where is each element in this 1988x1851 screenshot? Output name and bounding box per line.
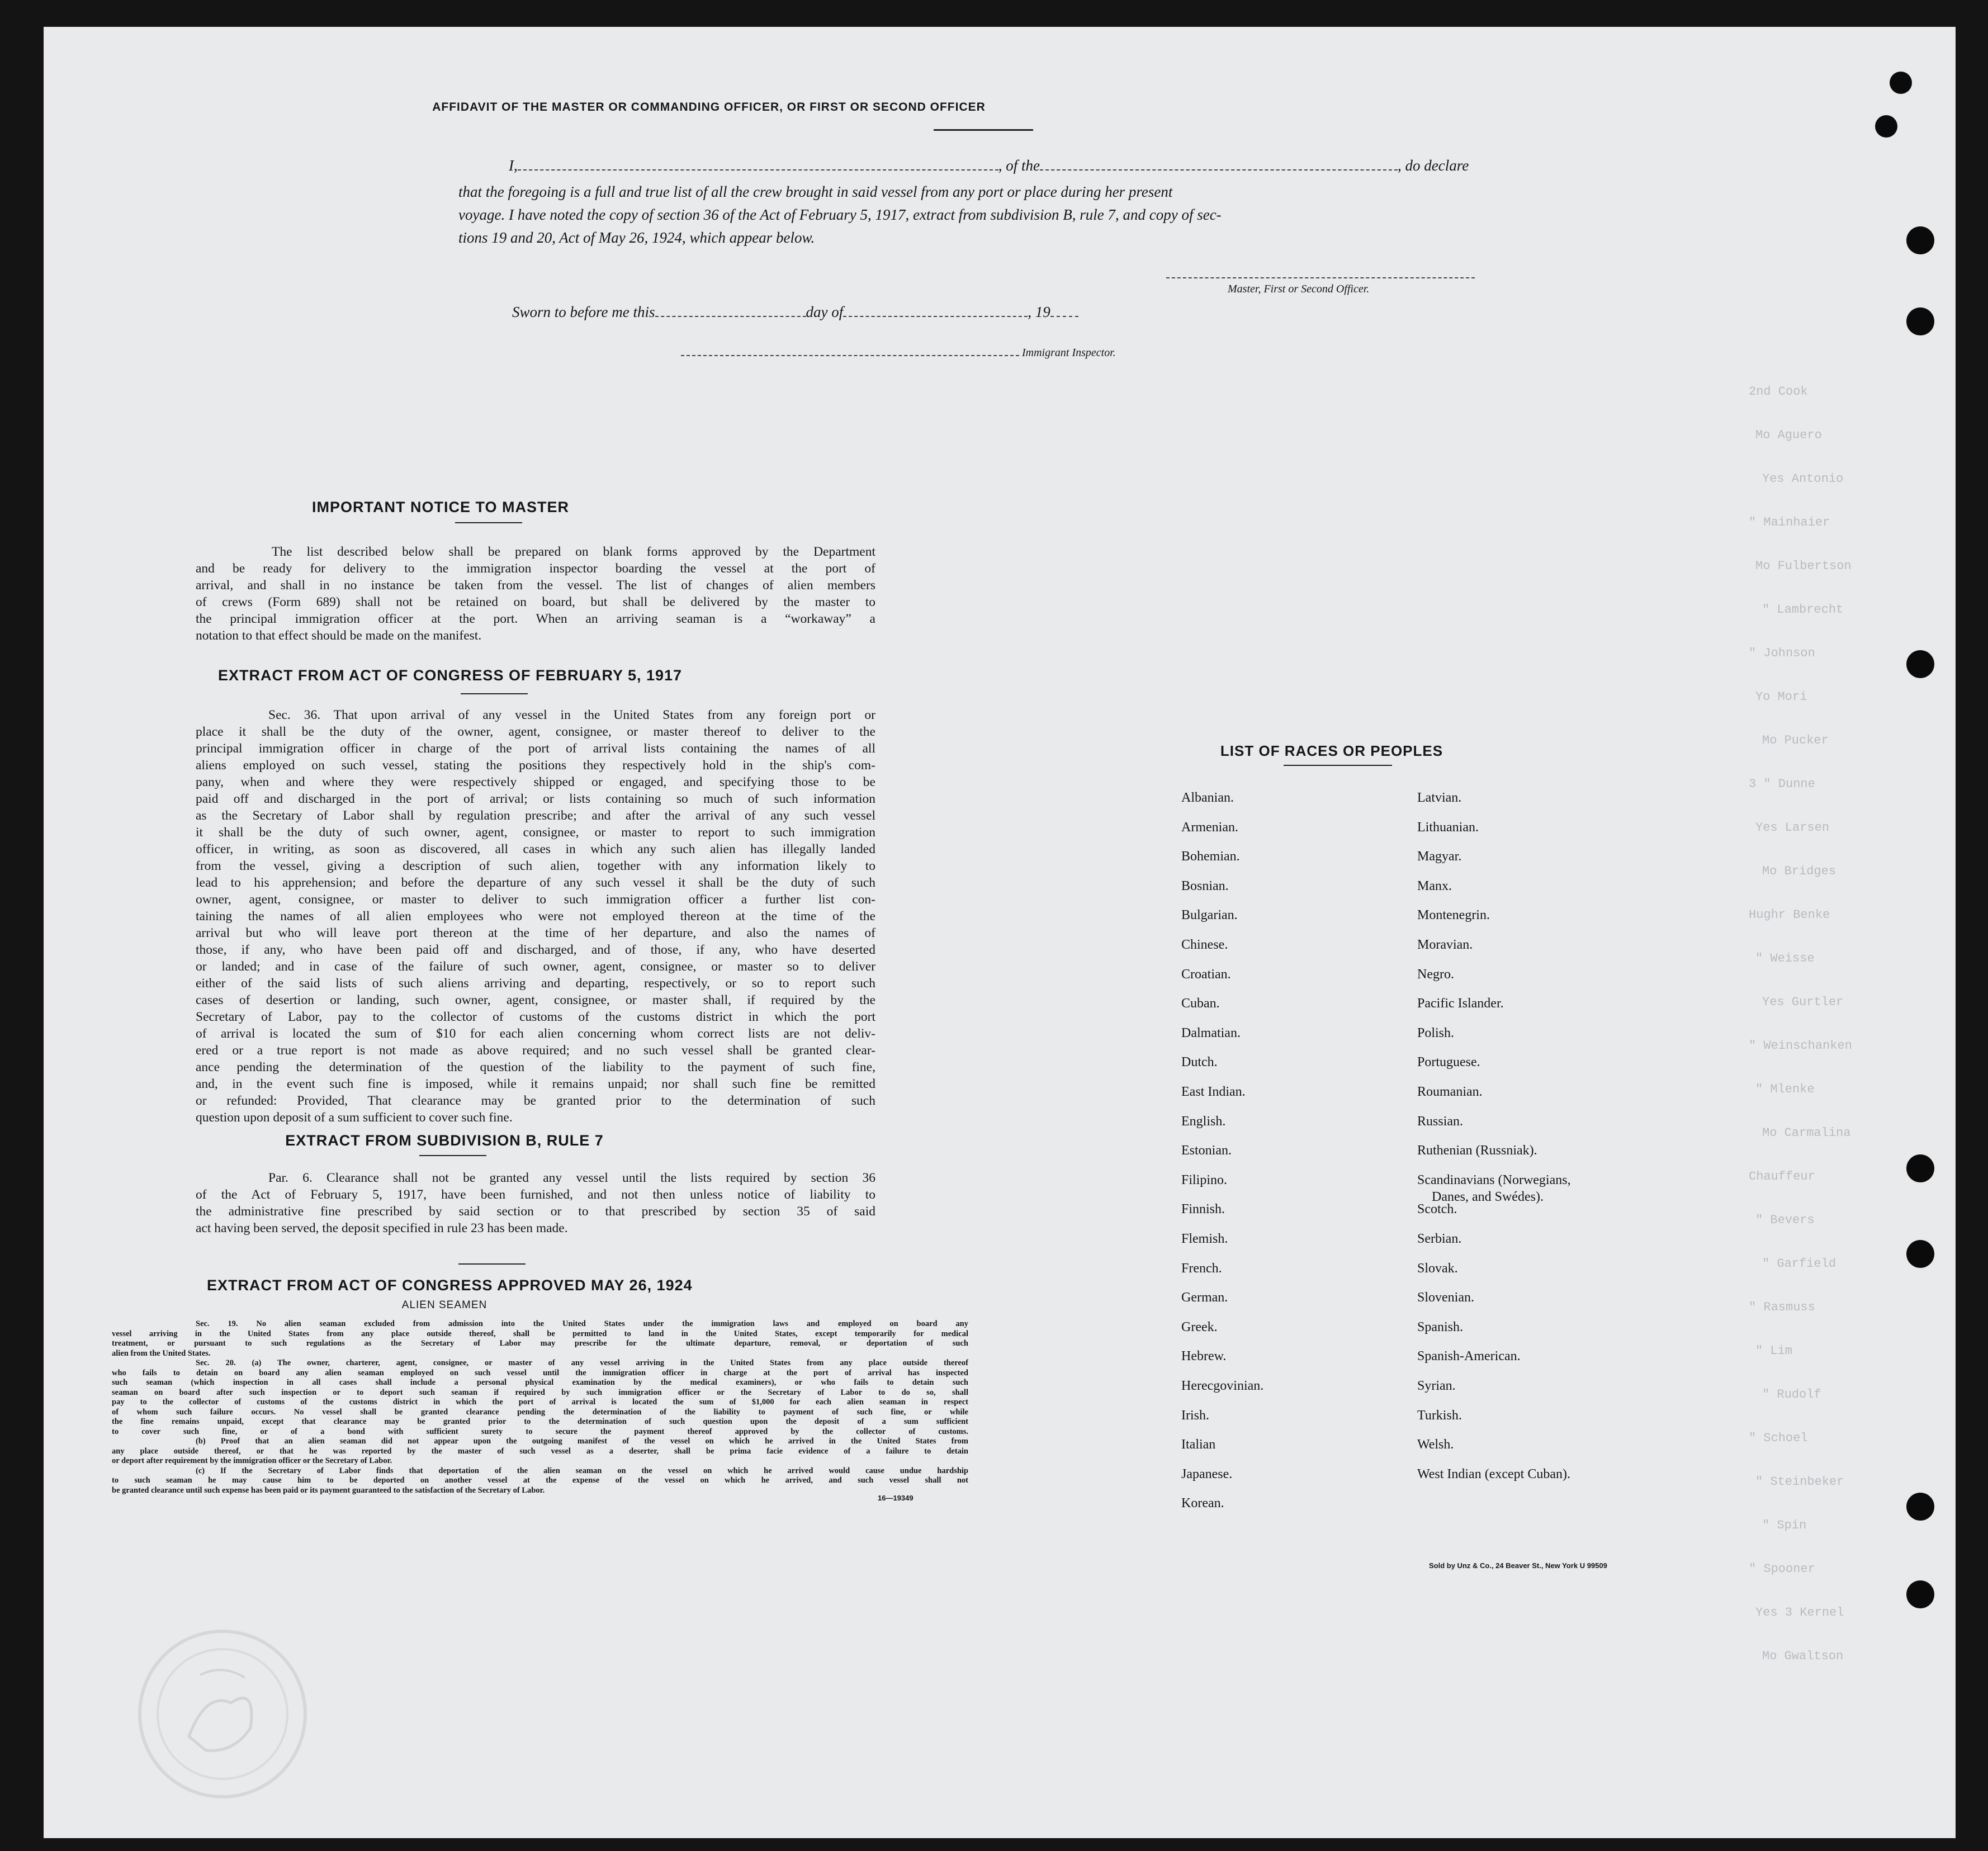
race-item: Armenian. [1181,820,1238,835]
binder-hole [1906,1580,1934,1608]
bleed-through-row: Yes 3 Kernel [1755,1606,1844,1620]
bleed-through-row: " Weinschanken [1749,1039,1852,1053]
notice-rule [455,522,522,523]
bleed-through-row: " Rudolf [1762,1388,1821,1402]
race-item: Welsh. [1417,1437,1454,1452]
declaration-line-3: voyage. I have noted the copy of section 36 of the Act of February 5, 1917, extract from subdivision B, rule 7, and copy of sec- [458,206,1222,223]
bleed-through-row: Mo Pucker [1762,733,1829,747]
binder-hole [1875,115,1897,138]
bleed-through-row: " Mlenke [1755,1082,1815,1096]
extract-rule7-title: EXTRACT FROM SUBDIVISION B, RULE 7 [285,1132,604,1149]
extract-rule7-body [196,1170,875,1237]
text-line: either of the said lists of such aliens arriving and departing, respectively, or so to report such [196,976,875,991]
race-item: Estonian. [1181,1143,1232,1158]
race-item: Pacific Islander. [1417,996,1504,1011]
text-line: to cover such fine, or of a bond with sufficient surety to secure the payment thereof approved by the collector of customs. [112,1427,968,1436]
race-item: Spanish-American. [1417,1349,1521,1364]
bleed-through-row: Mo Bridges [1762,864,1836,878]
text-line: the fine remains unpaid, except that clearance may be granted prior to the determination of such question upon the deposit of a sum sufficient [112,1417,968,1426]
text-line: owner, agent, consignee, or master to deliver to such immigration officer a further list con- [196,892,875,907]
text-line: Sec. 19. No alien seaman excluded from admission into the United States under the immigration laws and employed on board any [196,1319,968,1328]
extract-1924-top-rule [458,1263,526,1265]
inspector-label: Immigrant Inspector. [1022,347,1116,359]
bleed-through-row: Yes Antonio [1762,472,1844,486]
bleed-through-row: Mo Fulbertson [1755,559,1852,573]
bleed-through-row: " Bevers [1755,1213,1815,1227]
bleed-through-row: " Spin [1762,1518,1807,1532]
sworn-line: Sworn to before me this day of , 19 [512,304,1078,321]
text-line: and be ready for delivery to the immigration inspector boarding the vessel at the port of [196,561,875,576]
extract-1917-title: EXTRACT FROM ACT OF CONGRESS OF FEBRUARY 5, 1917 [217,667,683,684]
extract-1917-body [196,707,875,1126]
text-line: (b) Proof that an alien seaman did not appear upon the outgoing manifest of the vessel on which he arrived in the United States from [196,1437,968,1446]
race-item: Roumanian. [1417,1085,1483,1099]
races-title: LIST OF RACES OR PEOPLES [1220,742,1443,759]
bleed-through-row: " Rasmuss [1749,1300,1815,1314]
race-item: Polish. [1417,1025,1455,1040]
declaration-line-2: that the foregoing is a full and true list of all the crew brought in said vessel from any port or place during her present [458,183,1173,200]
race-item: Russian. [1417,1114,1464,1129]
text-line: of the Act of February 5, 1917, have been furnished, and not then unless notice of liability to [196,1187,875,1202]
master-signature-line[interactable] [1166,277,1475,278]
race-item: Portuguese. [1417,1055,1480,1070]
extract-1917-rule [461,693,528,694]
name-blank[interactable] [518,157,998,171]
text-line: any place outside thereof, or that he was reported by the master of such vessel as a deserter, shall be prima facie evidence of a failure to detain [112,1446,968,1456]
text-line: place it shall be the duty of the owner, agent, consignee, or master thereof to deliver to the [196,725,875,739]
bleed-through-row: " Spooner [1749,1562,1815,1576]
sworn-month-blank[interactable] [843,304,1028,317]
text-line: arrival, and shall in no instance be taken from the vessel. The list of changes of alien members [196,578,875,593]
binder-hole [1906,1240,1934,1268]
text-line: lead to his apprehension; and before the departure of any such vessel it shall be the duty of such [196,875,875,890]
bleed-through-row: " Garfield [1762,1257,1836,1271]
race-item: Negro. [1417,967,1454,982]
text-line: or refunded: Provided, That clearance may be granted prior to the determination of such [196,1093,875,1108]
extract-1924-body [112,1319,968,1495]
text-line: question upon deposit of a sum sufficient to cover such fine. [196,1110,513,1125]
binder-hole [1906,307,1934,335]
binder-hole [1906,226,1934,254]
race-item: Turkish. [1417,1408,1462,1423]
race-item: Manx. [1417,878,1452,893]
race-item: Slovenian. [1417,1290,1474,1305]
text-line: as the Secretary of Labor shall by regulation prescribe; and after the arrival of any such vessel [196,808,875,823]
text-line: ance pending the determination of the question of the liability to the payment of such fine, [196,1060,875,1074]
text-line: and, in the event such fine is imposed, while it remains unpaid; nor shall such fine be remitted [196,1077,875,1091]
race-item: Dutch. [1181,1055,1218,1070]
bleed-through-row: " Lim [1755,1344,1793,1358]
race-item: Syrian. [1417,1379,1456,1393]
affidavit-title: AFFIDAVIT OF THE MASTER OR COMMANDING OFFICER, OR FIRST OR SECOND OFFICER [432,101,986,113]
race-item: Japanese. [1181,1466,1233,1481]
race-item: Montenegrin. [1417,908,1490,923]
text-line: those, if any, who have been paid off and discharged, and of those, if any, who have deserted [196,943,875,957]
printer-credit: Sold by Unz & Co., 24 Beaver St., New York U 99509 [1429,1561,1607,1570]
text-line: officer, in writing, as soon as discovered, all cases in which any such alien has illegally landed [196,842,875,856]
text-line: principal immigration officer in charge of the port of arrival lists containing the names of all [196,741,875,756]
declaration-line-1: I, , of the , do declare [509,157,1469,174]
text-line: to such seaman he may cause him to be deported on another vessel at the expense of the vessel on which he arrived, and such vessel shall not [112,1476,968,1485]
race-item: Latvian. [1417,790,1462,805]
bleed-through-row: " Schoel [1749,1431,1808,1445]
binder-hole [1906,1493,1934,1521]
bleed-through-row: Mo Carmalina [1762,1126,1851,1140]
bleed-through-row: " Mainhaier [1749,515,1830,529]
text-line: who fails to detain on board any alien seaman employed on such vessel until the immigration officer in charge at the port of arrival has inspected [112,1368,968,1377]
form-sheet [44,27,1956,1838]
text-line: The list described below shall be prepared on blank forms approved by the Department [272,545,875,559]
form-number: 16—19349 [878,1494,913,1502]
extract-1924-title: EXTRACT FROM ACT OF CONGRESS APPROVED MAY 26, 1924 [207,1277,693,1294]
text-line: paid off and discharged in the port of arrival; or lists containing so much of such information [196,792,875,806]
text-line: taining the names of all alien employees who were not employed thereon at the time of the [196,909,875,924]
notice-title: IMPORTANT NOTICE TO MASTER [312,499,569,515]
text-line: be granted clearance until such expense has been paid or its payment guaranteed to the satisfaction of the Secretary of Labor. [112,1485,545,1495]
bleed-through-row: " Lambrecht [1762,603,1844,617]
text-line: or landed; and in case of the failure of such owner, agent, consignee, or master so to deliver [196,959,875,974]
race-item: Italian [1181,1437,1216,1452]
text-line: arrival but who will leave port thereon at the time of her departure, and also the names of [196,926,875,940]
notice-body [196,543,875,644]
text-line: alien from the United States. [112,1348,211,1358]
race-item: Spanish. [1417,1319,1464,1334]
race-item: Irish. [1181,1408,1209,1423]
bleed-through-row: Mo Aguero [1755,428,1822,442]
bleed-through-row: 3 " Dunne [1749,777,1815,791]
race-item: East Indian. [1181,1085,1246,1099]
bleed-through-row: " Steinbeker [1755,1475,1844,1489]
bleed-through-row: Mo Gwaltson [1762,1649,1844,1663]
extract-1924-subtitle: ALIEN SEAMEN [401,1299,487,1311]
race-item: Moravian. [1417,938,1473,952]
binder-hole [1890,72,1912,94]
bleed-through-row: Yo Mori [1755,690,1807,704]
bleed-through-row: Yes Gurtler [1762,995,1844,1009]
text-line: of crews (Form 689) shall not be retained on board, but shall be delivered by the master to [196,595,875,609]
sworn-year-blank[interactable] [1050,304,1078,317]
text-line: pay to the collector of customs of the customs district in which the port of arrival is located the sum of $1,000 for each alien seaman in respect [112,1398,968,1407]
sworn-day-blank[interactable] [655,304,806,317]
bleed-through-row: Yes Larsen [1755,821,1830,835]
text-line: seaman on board after such inspection or to deport such seaman if required by such immigration officer or the Secretary of Labor to do so, shall [112,1388,968,1397]
text-line: aliens employed on such vessel, stating the positions they respectively hold in the ship's com- [196,758,875,773]
text-line: Sec. 20. (a) The owner, charterer, agent, consignee, or master of any vessel arriving in the United States from any place outside thereof [196,1358,968,1367]
binder-hole [1906,1154,1934,1182]
race-item: Bulgarian. [1181,908,1238,923]
embossed-seal [133,1625,312,1803]
binder-hole [1906,650,1934,678]
text-line: of whom such failure occurs. No vessel shall be granted clearance pending the determination of the liability to payment of such fine, or while [112,1407,968,1417]
text-line: (c) If the Secretary of Labor finds that deportation of the alien seaman on the vessel on which he arrived would cause undue hardship [196,1466,968,1475]
races-rule [1284,765,1392,766]
race-item: English. [1181,1114,1226,1129]
bleed-through-row: Chauffeur [1749,1170,1815,1183]
text-line: pany, when and where they were respectively shipped or engaged, and specifying those to be [196,775,875,789]
inspector-signature-line[interactable] [681,355,1019,356]
race-item: Filipino. [1181,1172,1228,1187]
race-item: Scandinavians (Norwegians, [1417,1172,1571,1187]
race-item: French. [1181,1261,1222,1276]
race-item: Greek. [1181,1319,1218,1334]
race-item: West Indian (except Cuban). [1417,1466,1570,1481]
race-item: Herecgovinian. [1181,1379,1264,1393]
text-line: Secretary of Labor, pay to the collector of customs of the customs district in which the port [196,1010,875,1024]
text-line: such seaman (which inspection in all cases shall include a personal physical examination by the medical examiners), or who fails to detain such [112,1378,968,1387]
race-item: Danes, and Swédes). [1432,1189,1544,1204]
text-line: the principal immigration officer at the port. When an arriving seaman is a “workaway” a [196,612,875,626]
text-line: from the vessel, giving a description of such alien, together with any information likely to [196,859,875,873]
text-line: the administrative fine prescribed by said section or to that prescribed by section 35 of said [196,1204,875,1219]
text-line: vessel arriving in the United States from any place outside thereof, shall be permitted to land in the United States, except temporarily for medical [112,1329,968,1338]
race-item: Albanian. [1181,790,1234,805]
text-line: Par. 6. Clearance shall not be granted any vessel until the lists required by section 36 [268,1171,875,1185]
text-line: act having been served, the deposit specified in rule 23 has been made. [196,1221,568,1235]
race-item: Serbian. [1417,1232,1462,1246]
text-line: it shall be the duty of such owner, agent, consignee, or master to report to such immigration [196,825,875,840]
race-item: Chinese. [1181,938,1228,952]
race-item: Cuban. [1181,996,1220,1011]
race-item: Croatian. [1181,967,1231,982]
race-item: Scotch. [1417,1202,1457,1217]
title-rule [934,129,1033,131]
race-item: Korean. [1181,1496,1224,1511]
text-line: cases of desertion or landing, such owner, agent, consignee, or master shall, if required by the [196,993,875,1007]
vessel-blank[interactable] [1040,157,1398,171]
bleed-through-row: " Weisse [1755,951,1815,965]
bleed-through-row: 2nd Cook [1749,385,1808,399]
race-item: Ruthenian (Russniak). [1417,1143,1537,1158]
race-item: Flemish. [1181,1232,1228,1246]
bleed-through-row: " Johnson [1749,646,1815,660]
text-line: notation to that effect should be made on the manifest. [196,628,482,643]
race-item: Finnish. [1181,1202,1225,1217]
text-line: or deport after requirement by the immigration officer or the Secretary of Labor. [112,1456,392,1465]
bleed-through-row: Hughr Benke [1749,908,1830,922]
declaration-line-4: tions 19 and 20, Act of May 26, 1924, which appear below. [458,229,815,246]
extract-rule7-rule [419,1155,486,1156]
race-item: Slovak. [1417,1261,1458,1276]
text-line: treatment, or pursuant to such regulations as the Secretary of Labor may prescribe for the ultimate departure, removal, or deportation of such [112,1339,968,1348]
text-line: of arrival is located the sum of $10 for each alien concerning whom correct lists are not deliv- [196,1026,875,1041]
race-item: Bohemian. [1181,849,1240,864]
race-item: Dalmatian. [1181,1025,1241,1040]
master-signature-label: Master, First or Second Officer. [1228,283,1370,295]
text-line: ered or a true report is not made as above required; and no such vessel shall be granted clear- [196,1043,875,1058]
race-item: Hebrew. [1181,1349,1227,1364]
text-line: Sec. 36. That upon arrival of any vessel in the United States from any foreign port or [268,708,875,722]
race-item: German. [1181,1290,1228,1305]
race-item: Magyar. [1417,849,1462,864]
race-item: Lithuanian. [1417,820,1479,835]
race-item: Bosnian. [1181,878,1229,893]
